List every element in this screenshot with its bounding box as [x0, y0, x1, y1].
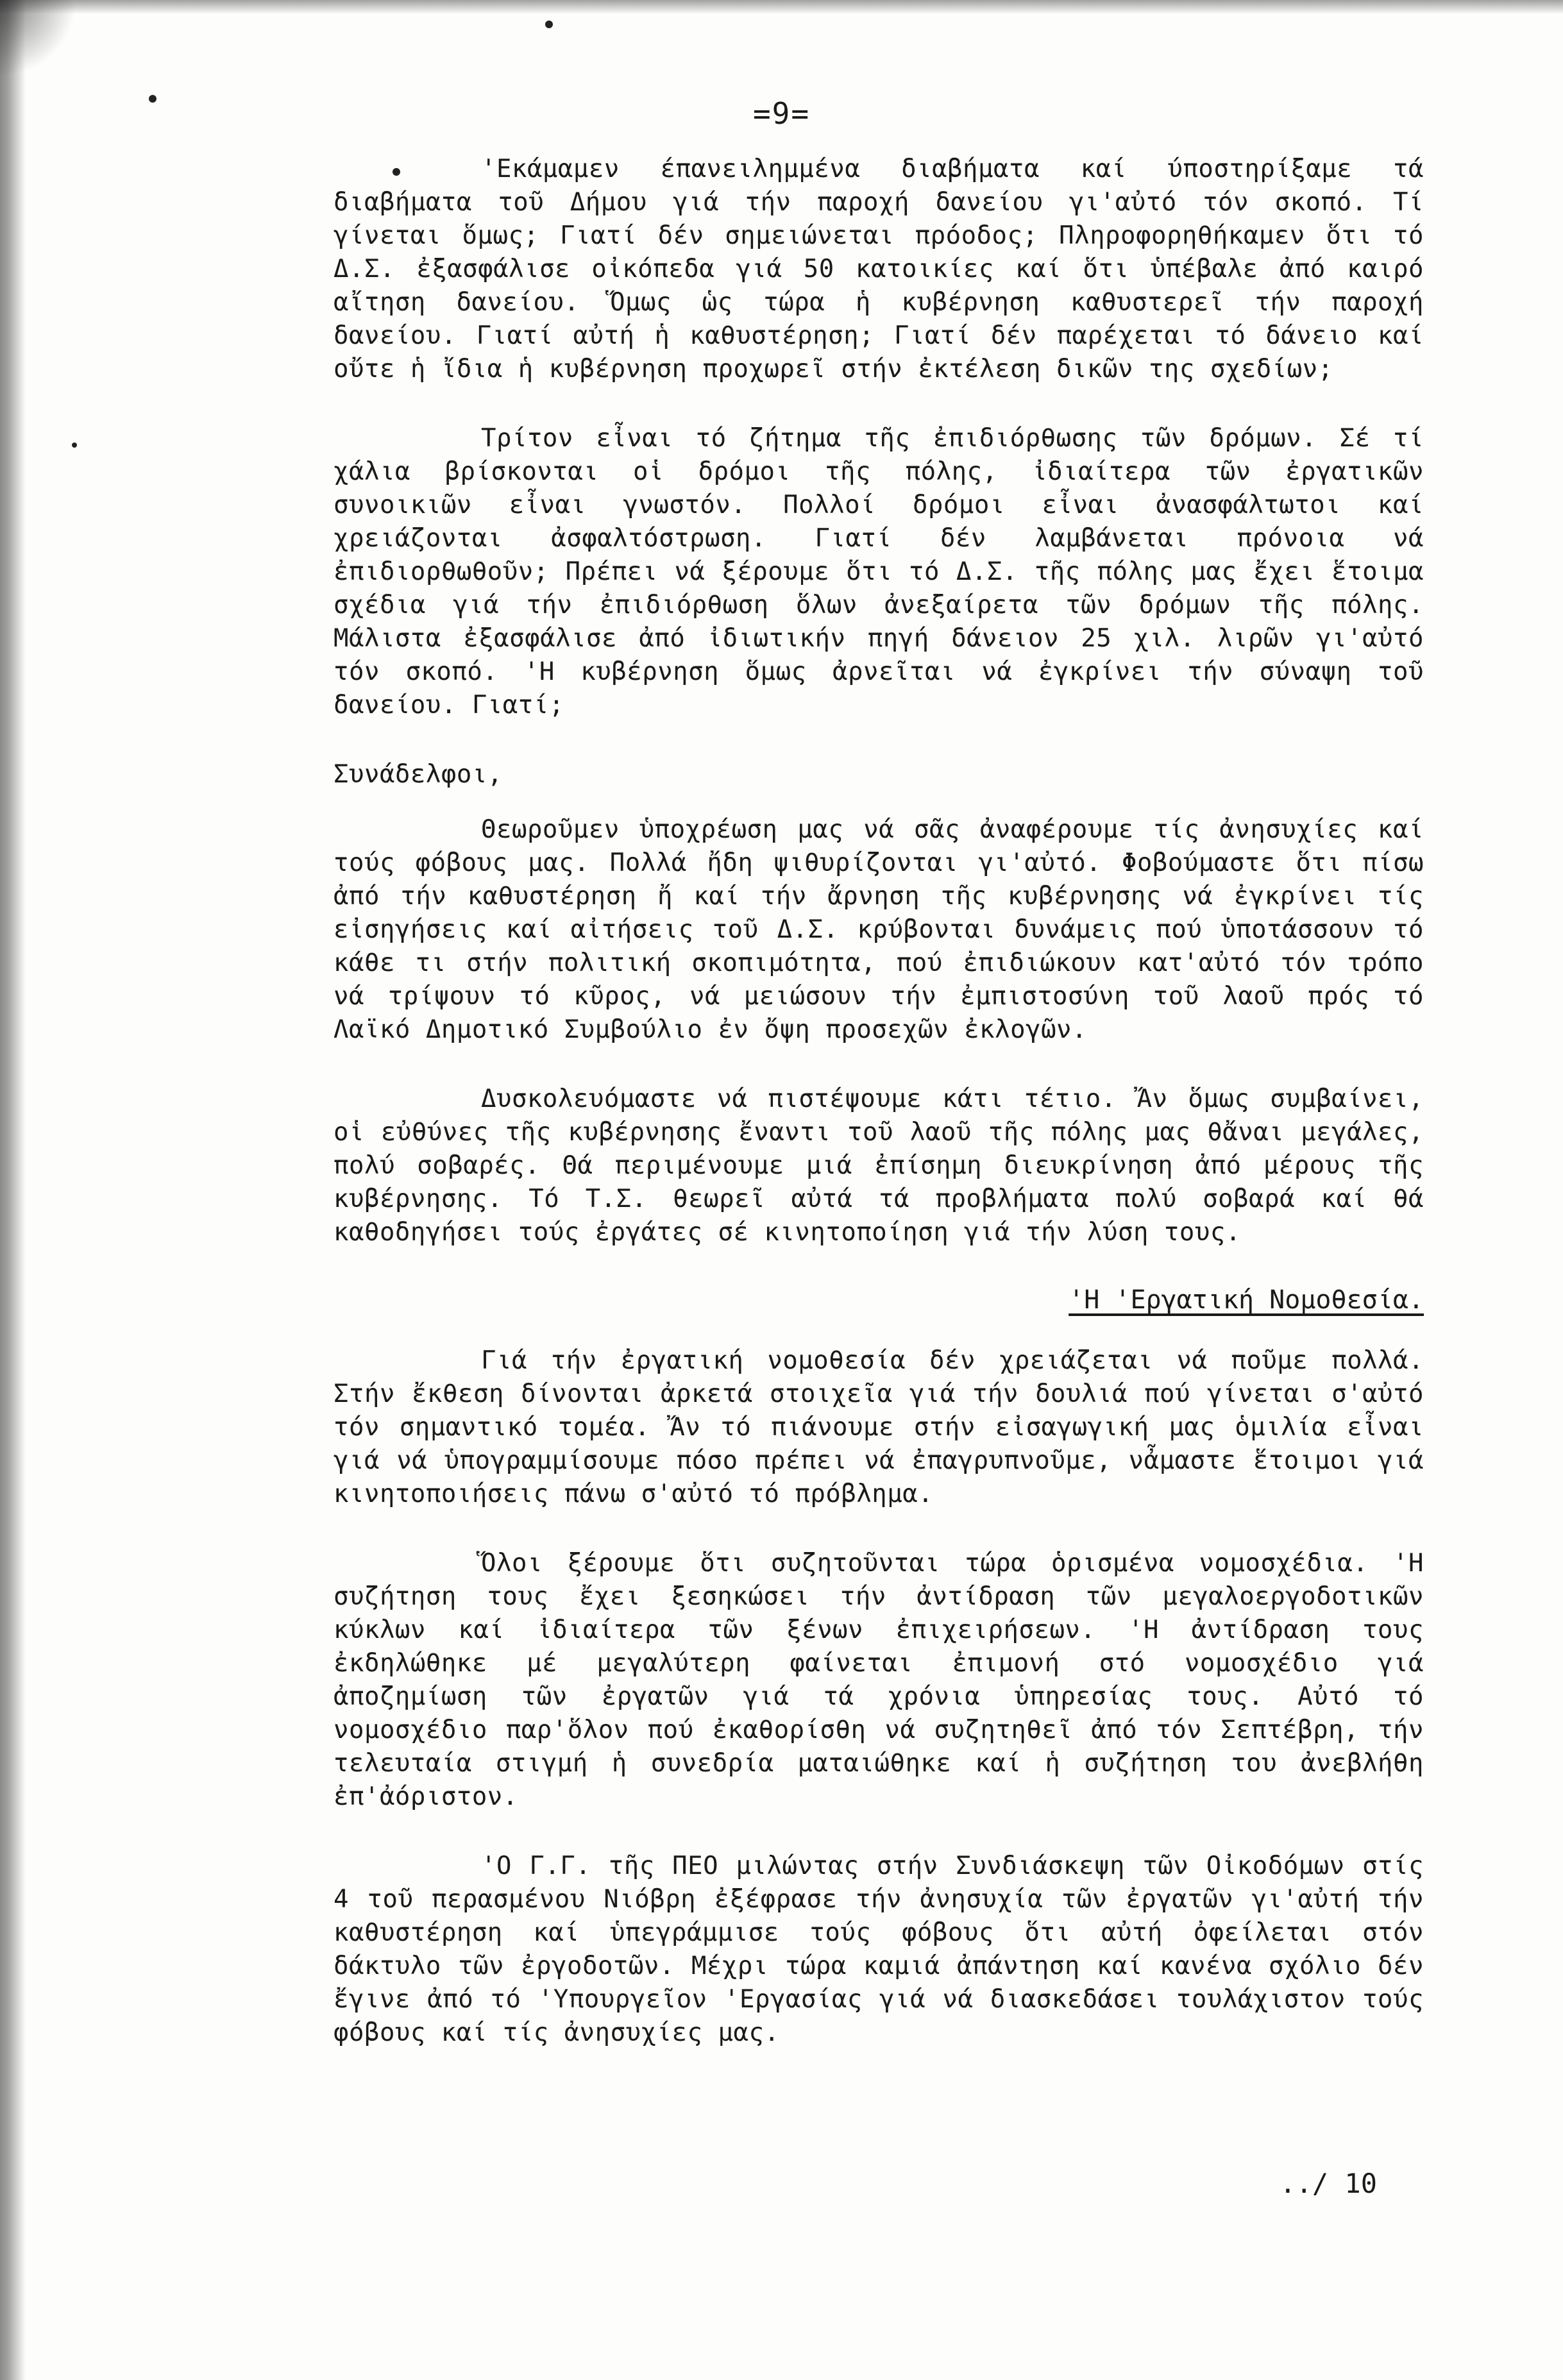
scan-edge-left — [0, 0, 26, 2380]
salutation: Συνάδελφοι, — [334, 760, 503, 789]
scan-speck — [72, 443, 77, 448]
scan-speck — [545, 21, 553, 28]
paragraph-concerns: Θεωροῦμεν ὑποχρέωση μας νά σᾶς ἀναφέρουμε τίς ἀνησυχίες καί τούς φόβους μας. Πολλά ἤδη ψιθυρίζονται γι'αὐτό. Φοβούμαστε ὅτι πίσω ἀπό τήν καθυστέρηση ἤ καί τήν ἄρνηση τῆς κυβέρνησης νά ἐγκρίνει τίς εἰσηγήσεις καί αἰτήσεις τοῦ Δ.Σ. κρύβονται δυνάμεις πού ὑποτάσσουν τό κάθε τι στήν πολιτική σκοπιμότητα, πού ἐπιδιώκουν κατ'αὐτό τόν τρόπο νά τρίψουν τό κῦρος, νά μειώσουν τήν ἐμπιστοσύνη τοῦ λαοῦ πρός τό Λαϊκό Δημοτικό Συμβούλιο ἐν ὄψη προσεχῶν ἐκλογῶν. — [334, 815, 1424, 1044]
paragraph-peo-secretary: 'Ο Γ.Γ. τῆς ΠΕΟ μιλώντας στήν Συνδιάσκεψη τῶν Οἰκοδόμων στίς 4 τοῦ περασμένου Νιόβρη ἐξέφρασε τήν ἀνησυχία τῶν ἐργατῶν γι'αὐτή τήν καθυστέρηση καί ὑπεγράμμισε τούς φόβους ὅτι αὐτή ὀφείλεται στόν δάκτυλο τῶν ἐργοδοτῶν. Μέχρι τώρα καμιά ἀπάντηση καί κανένα σχόλιο δέν ἔγινε ἀπό τό 'Υπουργεῖον 'Εργασίας γιά νά διασκεδάσει τουλάχιστον τούς φόβους καί τίς ἀνησυχίες μας. — [334, 1852, 1424, 2047]
scan-corner-shadow — [0, 0, 77, 77]
page-number: =9= — [752, 96, 811, 131]
paragraph-road-repairs: Τρίτον εἶναι τό ζήτημα τῆς ἐπιδιόρθωσης τῶν δρόμων. Σέ τί χάλια βρίσκονται οἱ δρόμοι τῆς πόλης, ἰδιαίτερα τῶν ἐργατικῶν συνοικιῶν εἶναι γνωστόν. Πολλοί δρόμοι εἶναι ἀνασφάλτωτοι καί χρειάζονται ἀσφαλτόστρωση. Γιατί δέν λαμβάνεται πρόνοια νά ἐπιδιορθωθοῦν; Πρέπει νά ξέρουμε ὅτι τό Δ.Σ. τῆς πόλης μας ἔχει ἕτοιμα σχέδια γιά τήν ἐπιδιόρθωση ὅλων ἀνεξαίρετα τῶν δρόμων τῆς πόλης. Μάλιστα ἐξασφάλισε ἀπό ἰδιωτικήν πηγή δάνειον 25 χιλ. λιρῶν γι'αὐτό τόν σκοπό. 'Η κυβέρνηση ὅμως ἀρνεῖται νά ἐγκρίνει τήν σύναψη τοῦ δανείου. Γιατί; — [334, 424, 1424, 720]
body-text — [334, 153, 1424, 2086]
paragraph-bills-discussion: Ὅλοι ξέρουμε ὅτι συζητοῦνται τώρα ὁρισμένα νομοσχέδια. 'Η συζήτηση τους ἔχει ξεσηκώσει τήν ἀντίδραση τῶν μεγαλοεργοδοτικῶν κύκλων καί ἰδιαίτερα τῶν ξένων ἐπιχειρήσεων. 'Η ἀντίδραση τους ἐκδηλώθηκε μέ μεγαλύτερη φαίνεται ἐπιμονή στό νομοσχέδιο γιά ἀποζημίωση τῶν ἐργατῶν γιά τά χρόνια ὑπηρεσίας τους. Αὐτό τό νομοσχέδιο παρ'ὅλον πού ἐκαθορίσθη νά συζητηθεῖ ἀπό τόν Σεπτέβρη, τήν τελευταία στιγμή ἡ συνεδρία ματαιώθηκε καί ἡ συζήτηση του ἀνεβλήθη ἐπ'ἀόριστον. — [334, 1549, 1424, 1811]
paragraph-government-responsibility: Δυσκολευόμαστε νά πιστέψουμε κάτι τέτιο. Ἄν ὅμως συμβαίνει, οἱ εὐθύνες τῆς κυβέρνησης ἔναντι τοῦ λαοῦ τῆς πόλης μας θἄναι μεγάλες, πολύ σοβαρές. Θά περιμένουμε μιά ἐπίσημη διευκρίνηση ἀπό μέρους τῆς κυβέρνησης. Τό Τ.Σ. θεωρεῖ αὐτά τά προβλήματα πολύ σοβαρά καί θά καθοδηγήσει τούς ἐργάτες σέ κινητοποίηση γιά τήν λύση τους. — [334, 1085, 1424, 1247]
paragraph-labour-legislation: Γιά τήν ἐργατική νομοθεσία δέν χρειάζεται νά ποῦμε πολλά. Στήν ἔκθεση δίνονται ἀρκετά στοιχεῖα γιά τήν δουλιά πού γίνεται σ'αὐτό τόν σημαντικό τομέα. Ἄν τό πιάνουμε στήν εἰσαγωγική μας ὁμιλία εἶναι γιά νά ὑπογραμμίσουμε πόσο πρέπει νά ἐπαγρυπνοῦμε, νἆμαστε ἕτοιμοι γιά κινητοποιήσεις πάνω σ'αὐτό τό πρόβλημα. — [334, 1346, 1424, 1508]
section-heading-text: 'Η 'Εργατική Νομοθεσία. — [1069, 1285, 1424, 1315]
paragraph-housing-loans: 'Εκάμαμεν έπανειλημμένα διαβήματα καί ύποστηρίξαμε τά διαβήματα τοῦ Δήμου γιά τήν παροχή δανείου γι'αὐτό τόν σκοπό. Τί γίνεται ὅμως; Γιατί δέν σημειώνεται πρόοδος; Πληροφορηθήκαμεν ὅτι τό Δ.Σ. ἐξασφάλισε οἰκόπεδα γιά 50 κατοικίες καί ὅτι ὑπέβαλε ἀπό καιρό αἴτηση δανείου. Ὅμως ὡς τώρα ἡ κυβέρνηση καθυστερεῖ τήν παροχή δανείου. Γιατί αὐτή ἡ καθυστέρηση; Γιατί δέν παρέχεται τό δάνειο καί οὔτε ἡ ἴδια ἡ κυβέρνηση προχωρεῖ στήν ἐκτέλεση δικῶν της σχεδίων; — [334, 155, 1424, 384]
continuation-marker: ../ 10 — [1280, 2168, 1377, 2199]
scan-edge-top — [0, 0, 1563, 14]
section-heading — [334, 1285, 1424, 1315]
